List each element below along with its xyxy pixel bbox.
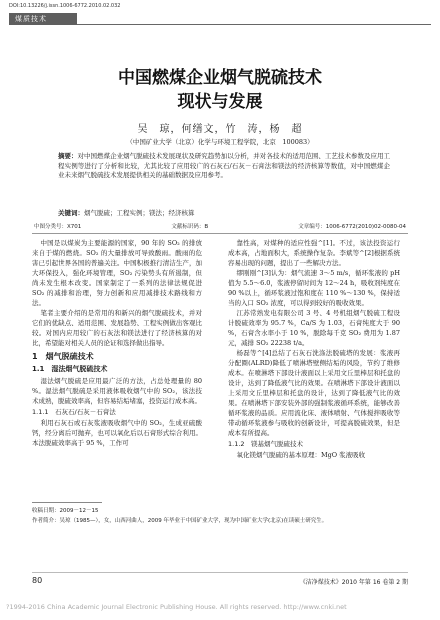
article-title-line-2: 现状与发展 [177,92,263,112]
subsubsection-heading: 1.1.2 镁基烟气脱硫技术 [228,440,304,448]
keywords-label: 关键词： [58,209,84,217]
doi-line: DOI:10.13226/j.issn.1006-6772.2010.02.032 [9,3,121,9]
paragraph: 靠性高，对煤种的适应性强^[1]。不过，该法投资运行成本高，占地面积大，系统操作复杂。李斌等^[2]根据系统容易出现的问题，提出了一些解决方法。 [228,239,400,267]
journal-info: 《洁净煤技术》2010 年第 16 卷第 2 期 [299,579,408,586]
left-column [32,238,202,448]
abstract [58,152,390,181]
paragraph: 江苏常熟发电有限公司 3 号、4 号机组烟气脱硫工程设计脱硫效率为 95.7 %，Ca/S 为 1.03，石膏纯度大于 90 %，石膏含水率小于 10 %，脱除每千克 SO₂ 费用为 1.87 元，减排 SO₂ 22238 t/a。 [228,309,400,347]
paragraph: 氧化镁烟气脱硫的基本原理：MgO 浆液吸收 [236,451,366,459]
keywords-text: 烟气脱硫；工程实例；镁法；经济核算 [84,209,195,217]
abstract-text: 对中国燃煤企业烟气脱硫技术发展现状及研究趋势加以分析，并对各技术的适用范围、工艺技术参数及应用工程实例等进行了分析和比较，尤其比较了应用较广的石灰石/石灰－石膏法和镁法的经济核算等数值，对中国燃煤企业未来烟气脱硫技术发展提供相关的基础数据及应用参考。 [58,152,391,180]
footer-rule [32,572,408,573]
keywords [58,208,390,217]
footnote-received: 收稿日期：2009－12－15 [32,508,99,514]
footnote-rule [32,502,102,503]
article-number: 文章编号：1006-6772(2010)02-0080-04 [298,224,406,230]
classification-line [34,222,406,230]
right-column [228,238,400,460]
subsection-heading: 1.1 湿法烟气脱硫技术 [32,365,108,373]
article-title-line-1: 中国燃煤企业烟气脱硫技术 [118,68,322,88]
paragraph: 杨磊等^[4]总结了石灰石洗涤法脱硫塔的发展：浆液再分配圈(ALRD)降低了喷淋塔壁侧结垢的风险，节约了维修成本。在喷淋塔下部设计液面以上采用文丘里棒层和托盘的设计，达到了降低液气比的效果。在喷淋塔下部设计液面以上采用文丘里棒层和托盘的设计，达到了降低液气比的效果。在喷淋塔下部安装外部的强制浆液循环系统，能够改善循环浆液的品质。应用流化床、液体喷射、气体搅拌吸收等带动循环浆液参与吸收的创新设计，可提高脱硫效果，但是成本有所提高。 [228,349,400,437]
paragraph: 湿法烟气脱硫是应用最广泛的方法，占总处理量的 80 %。湿法烟气脱硫是采用液体吸收烟气中的 SO₂，该法技术成熟，脱硫效率高，但容易结垢堵塞，投资运行成本高。 [32,377,202,405]
paragraph: 缪刚刚^[3]认为：烟气流速 3～5 m/s，循环浆液的 pH 值为 5.5～6.0，浆液停留时间为 12～24 h，吸收剂纯度在 90 %以上，循环浆液过饱和度在 110 %～130 %，保持适当的入口 SO₂ 浓度，可以得到较好的吸收效果。 [228,269,400,307]
paragraph: 笔者主要介绍的是常用的和新兴的烟气脱硫技术，并对它们的优缺点、适用范围、发展趋势、工程实例做出客观比较。对国内应用较广的石灰法和镁法进行了经济核算的对比，希望能对相关人员的论证和选择做出指导。 [32,309,202,347]
document-code: 文献标识码：B [171,224,209,230]
page-number: 80 [32,576,43,585]
class-number: 中图分类号：X701 [34,224,82,230]
paragraph: 利用石灰石或石灰浆液吸收烟气中的 SO₂，生成亚硫酸钙，经分离后可抛弃，也可以氧化后以石膏形式综合利用。本法脱硫效率高于 95 %，工作可 [32,419,202,447]
divider [32,233,408,234]
abstract-label: 摘要： [58,152,78,160]
section-banner: 煤质技术 [9,13,77,25]
header-rule [77,24,431,25]
copyright-line: ?1994-2016 China Academic Journal Electronic Publishing House. All rights reserved. http://www.cnki.net [6,603,347,611]
paragraph: 中国是以煤炭为主要能源的国家，90 年的 SO₂ 的排放来自于煤的燃烧。SO₂ 的大量排放可导致酸雨。酸雨的危害已引起世界各国的普遍关注。中国积极推行清洁生产，加大环保投入，强化环境管理，SO₂ 污染势头有所遏制，但尚未发生根本改变。国家制定了一系列的法律法规促进 SO₂ 的减排和治理，努力创新和应用减排技术路线和方法。 [32,239,202,307]
affiliation: （中国矿业大学（北京）化学与环境工程学院，北京 100083） [126,138,314,146]
authors: 吴 琼，何缮文，竹 涛，杨 超 [137,124,303,135]
section-heading: 1 烟气脱硫技术 [32,352,94,361]
subsubsection-heading: 1.1.1 石灰石/石灰－石膏法 [32,408,116,416]
footnote-author: 作者简介：吴琼（1985—），女，山西河曲人，2009 年毕业于中国矿业大学，现为中国矿业大学(北京)在读硕士研究生。 [32,518,328,524]
